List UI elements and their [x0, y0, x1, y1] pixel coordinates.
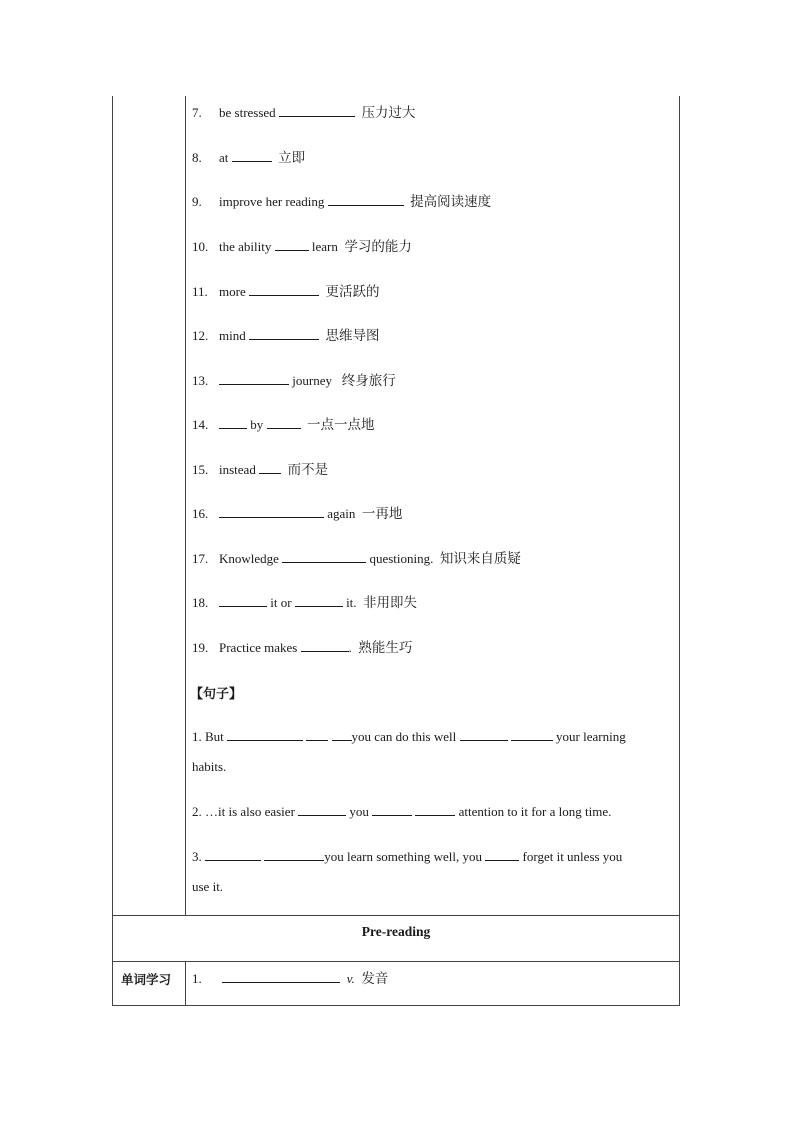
answer-blank[interactable] — [249, 283, 319, 296]
answer-blank[interactable] — [267, 416, 301, 429]
phrase-item: 14. by 一点一点地 — [192, 417, 375, 433]
answer-blank[interactable] — [227, 728, 303, 741]
phrase-item: 10. the ability learn 学习的能力 — [192, 239, 412, 255]
phrase-item: 7. be stressed 压力过大 — [192, 105, 416, 121]
phrase-item: 13. journey 终身旅行 — [192, 373, 396, 389]
phrase-item: 8. at 立即 — [192, 150, 306, 166]
answer-blank[interactable] — [249, 327, 319, 340]
answer-blank[interactable] — [259, 461, 281, 474]
phrase-item: 15. instead 而不是 — [192, 462, 329, 478]
answer-blank[interactable] — [219, 372, 289, 385]
sentence-item: 1. But you can do this well your learning — [192, 729, 626, 744]
answer-blank[interactable] — [332, 728, 352, 741]
answer-blank[interactable] — [205, 848, 261, 861]
row-divider — [112, 915, 680, 916]
vocabulary-label: 单词学习 — [121, 972, 172, 987]
column-divider — [185, 961, 186, 1006]
answer-blank[interactable] — [295, 594, 343, 607]
phrase-item: 9. improve her reading 提高阅读速度 — [192, 194, 492, 210]
phrase-item: 17. Knowledge questioning. 知识来自质疑 — [192, 551, 521, 567]
answer-blank[interactable] — [301, 639, 349, 652]
answer-blank[interactable] — [306, 728, 328, 741]
answer-blank[interactable] — [219, 416, 247, 429]
answer-blank[interactable] — [460, 728, 508, 741]
answer-blank[interactable] — [485, 848, 519, 861]
answer-blank[interactable] — [372, 803, 412, 816]
phrase-item: 11. more 更活跃的 — [192, 284, 380, 300]
vocabulary-item: 1. v. 发音 — [192, 971, 389, 987]
phrase-item: 12. mind 思维导图 — [192, 328, 380, 344]
answer-blank[interactable] — [415, 803, 455, 816]
sentence-item: 3. you learn something well, you forget it unless you — [192, 849, 623, 864]
answer-blank[interactable] — [282, 550, 366, 563]
phrase-item: 19. Practice makes . 熟能生巧 — [192, 640, 413, 656]
answer-blank[interactable] — [219, 594, 267, 607]
phrase-item: 16. again 一再地 — [192, 506, 403, 522]
answer-blank[interactable] — [298, 803, 346, 816]
column-divider — [185, 96, 186, 916]
answer-blank[interactable] — [279, 104, 355, 117]
sentence-continuation: habits. — [192, 759, 227, 774]
pre-reading-title: Pre-reading — [361, 924, 431, 939]
answer-blank[interactable] — [219, 505, 324, 518]
row-divider — [112, 961, 680, 962]
phrase-item: 18. it or it. 非用即失 — [192, 595, 418, 611]
sentence-continuation: use it. — [192, 879, 224, 894]
section-heading: 【句子】 — [190, 687, 243, 702]
answer-blank[interactable] — [232, 149, 272, 162]
answer-blank[interactable] — [264, 848, 324, 861]
answer-blank[interactable] — [222, 970, 340, 983]
answer-blank[interactable] — [511, 728, 553, 741]
answer-blank[interactable] — [275, 238, 309, 251]
sentence-item: 2. …it is also easier you attention to it for a long time. — [192, 804, 612, 819]
answer-blank[interactable] — [328, 193, 404, 206]
